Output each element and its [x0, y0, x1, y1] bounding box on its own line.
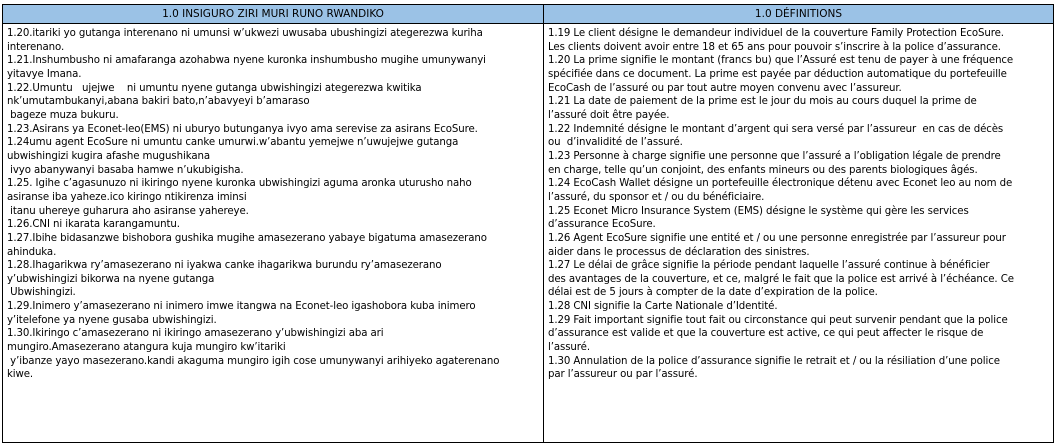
- definition-entry: 1.23 Personne à charge signifie une personne que l’assuré a l’obligation légale de prendre en charge, telle qu’un conjoint, des enfants mineurs ou des parents biologiques âgés.: [548, 150, 1001, 176]
- column-french: [544, 24, 1053, 442]
- definition-entry: 1.20.itariki yo gutanga interenano ni umunsi w’ukwezi uwusaba ubushingizi ategerezwa kuriha interenano.: [7, 28, 483, 53]
- header-french: 1.0 DÉFINITIONS: [544, 5, 1053, 24]
- definition-entry: 1.30.Ikiringo c’amasezerano ni ikiringo amasezerano y’ubwishingizi aba ari mungiro.Amasezerano atangura kuja mungiro kw’itariki y’ibanze yayo masezerano.kandi akaguma mungiro igih cose umunywanyi arihiyeko agaterenano kiwe.: [7, 328, 500, 381]
- definition-entry: 1.21.Inshumbusho ni amafaranga azohabwa nyene kuronka inshumbusho mugihe umunywanyi yitavye Imana.: [7, 55, 486, 80]
- definition-entry: 1.26 Agent EcoSure signifie une entité et / ou une personne enregistrée par l’assureur pour aider dans le processus de déclaration des sinistres.: [548, 232, 1006, 258]
- definition-entry: 1.29.Inimero y’amasezerano ni inimero imwe itangwa na Econet-leo igashobora kuba inimero y’itelefone ya nyene gusaba ubwishingizi.: [7, 301, 476, 326]
- definitions-table: [2, 4, 1054, 443]
- definition-entry: 1.21 La date de paiement de la prime est le jour du mois au cours duquel la prime de l’assuré doit être payée.: [548, 96, 977, 121]
- column-kirundi: [3, 24, 544, 442]
- definition-entry: 1.30 Annulation de la police d’assurance signifie le retrait et / ou la résiliation d’une police par l’assureur ou par l’assuré.: [548, 355, 1000, 381]
- definition-entry: 1.19 Le client désigne le demandeur individuel de la couverture Family Protection EcoSure. Les clients doivent avoir entre 18 et 65 ans pour pouvoir s’inscrire à la police d’assurance.: [548, 28, 1004, 53]
- definition-entry: 1.28.Ihagarikwa ry’amasezerano ni iyakwa canke ihagarikwa burundu ry’amasezerano y’ubwishingizi bikorwa na nyene gutanga Ubwishingizi.: [7, 260, 442, 299]
- definition-entry: 1.28 CNI signifie la Carte Nationale d’Identité.: [548, 301, 778, 313]
- definition-entry: 1.27 Le délai de grâce signifie la période pendant laquelle l’assuré continue à bénéficier des avantages de la couverture, et ce, malgré le fait que la police est arrivé à l’échéance. Ce délai est de 5 jours à compter de la date d’expiration de la police.: [548, 260, 1014, 299]
- definition-entry: 1.23.Asirans ya Econet-leo(EMS) ni uburyo butunganya ivyo ama serevise za asirans EcoSure.: [7, 123, 478, 135]
- definition-entry: 1.20 La prime signifie le montant (francs bu) que l’Assuré est tenu de payer à une fréquence spécifiée dans ce document. La prime est payée par déduction automatique du portefeuille EcoCash de l’assuré ou par tout autre moyen convenu avec l’assureur.: [548, 55, 1014, 94]
- definition-entry: 1.29 Fait important signifie tout fait ou circonstance qui peut survenir pendant que la police d’assurance est valide et que la couverture est active, ce qui peut affecter le risque de l’assuré.: [548, 314, 1008, 354]
- definition-entry: 1.24umu agent EcoSure ni umuntu canke umurwi.w’abantu yemejwe n’uwujejwe gutanga ubwishingizi kugira afashe mugushikana ivyo abanywanyi basaba hamwe n’ukubigisha.: [7, 137, 459, 176]
- definition-entry: 1.24 EcoCash Wallet désigne un portefeuille électronique détenu avec Econet leo au nom de l’assuré, du sponsor et / ou du bénéficiaire.: [548, 178, 1013, 203]
- definition-entry: 1.27.Ibihe bidasanzwe bishobora gushika mugihe amasezerano yabaye bigatuma amasezerano ahinduka.: [7, 232, 487, 258]
- header-kirundi: 1.0 INSIGURO ZIRI MURI RUNO RWANDIKO: [3, 5, 544, 24]
- definition-entry: 1.22 Indemnité désigne le montant d’argent qui sera versé par l’assureur en cas de décès ou d’invalidité de l’assuré.: [548, 123, 1004, 149]
- definition-entry: 1.26.CNI ni ikarata karangamuntu.: [7, 219, 180, 231]
- definition-entry: 1.25 Econet Micro Insurance System (EMS) désigne le système qui gère les services d’assurance EcoSure.: [548, 205, 969, 231]
- definition-entry: 1.25. Igihe c’agasunuzo ni ikiringo nyene kuronka ubwishingizi aguma aronka uturusho naho asiranse iba yaheze.ico kiringo ntikirenza iminsi itanu uhereye guharura aho asiranse yahereye.: [7, 178, 472, 217]
- definition-entry: 1.22.Umuntu ujejwe ni umuntu nyene gutanga ubwishingizi ategerezwa kwitika nk’umutambukanyi,abana bakiri bato,n’abavyeyi b’amaraso bageze muza bukuru.: [7, 82, 422, 121]
